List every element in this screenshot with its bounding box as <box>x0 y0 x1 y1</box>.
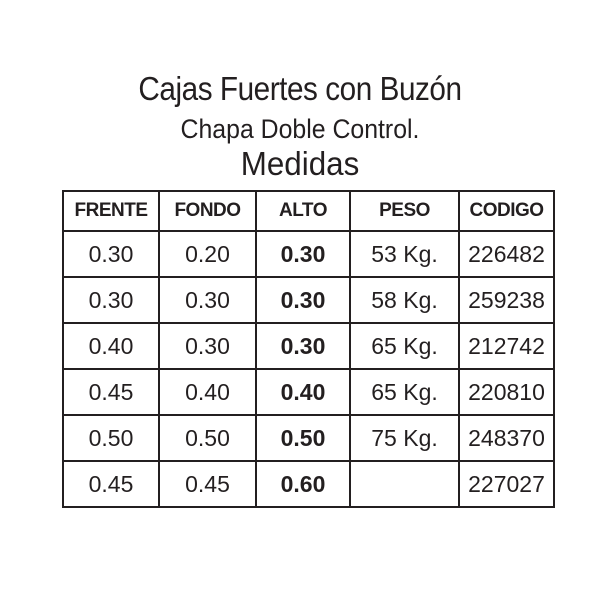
measurements-table <box>62 190 555 508</box>
cell-alto: 0.30 <box>256 231 350 277</box>
cell-alto: 0.30 <box>256 277 350 323</box>
cell-codigo: 248370 <box>459 415 554 461</box>
cell-peso <box>350 461 459 507</box>
section-heading: Medidas <box>240 145 360 182</box>
cell-codigo: 220810 <box>459 369 554 415</box>
cell-fondo: 0.45 <box>159 461 256 507</box>
cell-fondo: 0.30 <box>159 277 256 323</box>
cell-fondo: 0.30 <box>159 323 256 369</box>
cell-frente: 0.30 <box>63 277 159 323</box>
cell-codigo: 227027 <box>459 461 554 507</box>
cell-peso: 75 Kg. <box>350 415 459 461</box>
table-row <box>63 415 554 461</box>
cell-frente: 0.40 <box>63 323 159 369</box>
cell-codigo: 212742 <box>459 323 554 369</box>
page-title: Cajas Fuertes con Buzón <box>138 70 462 107</box>
header-fondo: FONDO <box>159 191 256 231</box>
table-row <box>63 461 554 507</box>
cell-fondo: 0.40 <box>159 369 256 415</box>
cell-peso: 65 Kg. <box>350 323 459 369</box>
cell-peso: 65 Kg. <box>350 369 459 415</box>
table-row <box>63 369 554 415</box>
header-frente: FRENTE <box>63 191 159 231</box>
cell-frente: 0.50 <box>63 415 159 461</box>
cell-peso: 58 Kg. <box>350 277 459 323</box>
cell-alto: 0.40 <box>256 369 350 415</box>
header-alto: ALTO <box>256 191 350 231</box>
cell-peso: 53 Kg. <box>350 231 459 277</box>
cell-fondo: 0.50 <box>159 415 256 461</box>
table-row <box>63 231 554 277</box>
cell-frente: 0.45 <box>63 461 159 507</box>
cell-codigo: 259238 <box>459 277 554 323</box>
cell-codigo: 226482 <box>459 231 554 277</box>
cell-alto: 0.60 <box>256 461 350 507</box>
cell-frente: 0.45 <box>63 369 159 415</box>
cell-alto: 0.50 <box>256 415 350 461</box>
header-codigo: CODIGO <box>459 191 554 231</box>
cell-fondo: 0.20 <box>159 231 256 277</box>
table-row <box>63 323 554 369</box>
cell-alto: 0.30 <box>256 323 350 369</box>
page-subtitle: Chapa Doble Control. <box>180 114 420 144</box>
table-row <box>63 277 554 323</box>
cell-frente: 0.30 <box>63 231 159 277</box>
table-header-row <box>63 191 554 231</box>
header-peso: PESO <box>350 191 459 231</box>
